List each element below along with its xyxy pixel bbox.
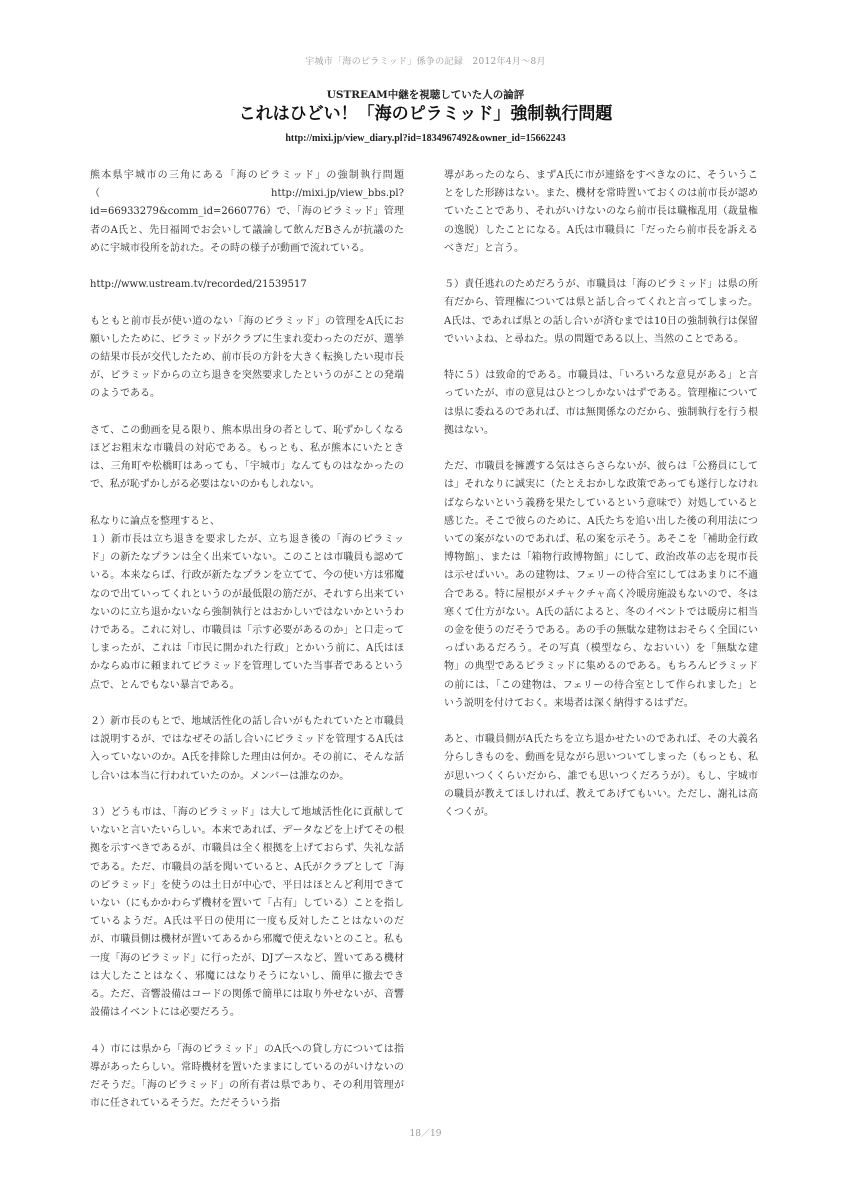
paragraph: ５）責任逃れのためだろうが、市職員は「海のピラミッド」は県の所有だから、管理権については県と話し合ってくれと言ってしまった。A氏は、であれば県との話し合いが済むまでは10日の強制執行は保留でいいよね、と尋ねた。県の問題である以上、当然のことである。	[444, 279, 758, 345]
page-number: 18／19	[409, 1129, 442, 1139]
article-kicker: USTREAM中継を視聴していた人の論評	[326, 89, 525, 101]
article-title: これはひどい！「海のピラミッド」強制執行問題	[238, 104, 613, 124]
paragraph: 私なりに論点を整理すると、 １）新市長は立ち退きを要求したが、立ち退き後の「海のピラミッド」の新たなプランは全く出来ていない。このことは市職員も認めている。本来ならば、行政が新たなプランを立てて、今の使い方は邪魔なので出ていってくれというのが最低限の筋だが、それすら出来ていないのに立ち退かないなら強制執行とはおかしいではないかというわけである。これに対し、市職員は「示す必要があるのか」と口走ってしまったが、これは「市民に開かれた行政」とかいう前に、A氏はほかならぬ市に頼まれてピラミッドを管理していた当事者であるという点で、とんでもない暴言である。	[90, 515, 404, 691]
title-block	[0, 88, 851, 146]
paragraph: 導があったのなら、まずA氏に市が連絡をすべきなのに、そういうことをした形跡はない。また、機材を常時置いておくのは前市長が認めていたことであり、それがいけないのなら前市長は職権乱用（裁量権の逸脱）したことになる。A氏は市職員に「だったら前市長を訴えるべきだ」と言う。	[444, 170, 758, 254]
paragraph: ３）どうも市は、「海のピラミッド」は大して地域活性化に貢献していないと言いたいらしい。本来であれば、データなどを上げてその根拠を示すべきであるが、市職員は全く根拠を上げておらず、失礼な話である。ただ、市職員の話を聞いていると、A氏がクラブとして「海のピラミッド」を使うのは土日が中心で、平日はほとんど利用できていない（にもかかわらず機材を置いて「占有」している）ことを指しているようだ。A氏は平日の使用に一度も反対したことはないのだが、市職員側は機材が置いてあるから邪魔で使えないとのこと。私も一度「海のピラミッド」に行ったが、DJブースなど、置いてある機材は大したことはなく、邪魔にはなりそうにないし、簡単に撤去できる。ただ、音響設備はコードの関係で簡単には取り外せないが、音響設備はイベントには必要だろう。	[90, 807, 404, 1019]
paragraph: ２）新市長のもとで、地域活性化の話し合いがもたれていたと市職員は説明するが、ではなぜその話し合いにピラミッドを管理するA氏は入っていないのか。A氏を排除した理由は何か。その前に、そんな話し合いは本当に行われていたのか。メンバーは誰なのか。	[90, 716, 404, 782]
paragraph: 特に５）は致命的である。市職員は、「いろいろな意見がある」と言っていたが、市の意見はひとつしかないはずである。管理権については県に委ねるのであれば、市は無関係なのだから、強制執行を行う根拠はない。	[444, 370, 758, 436]
source-url: http://mixi.jp/view_diary.pl?id=1834967492&owner_id=15662243	[285, 133, 566, 144]
paragraph: ただ、市職員を擁護する気はさらさらないが、彼らは「公務員にしては」それなりに誠実に（たとえおかしな政策であっても遂行しなければならないという義務を果たしているという意味で）対処していると感じた。そこで彼らのために、A氏たちを追い出した後の利用法についての案がないのであれば、私の案を示そう。あそこを「補助金行政博物館」、または「箱物行政博物館」にして、政治改革の志を現市長は示せばいい。あの建物は、フェリーの待合室にしてはあまりに不適合である。特に屋根がメチャクチャ高く冷暖房施設もないので、冬は寒くて仕方がない。A氏の話によると、冬のイベントでは暖房に相当の金を使うのだそうである。あの手の無駄な建物はおそらく全国にいっぱいあるだろう。その写真（模型なら、なおいい）を「無駄な建物」の典型であるピラミッドに集めるのである。もちろんピラミッドの前には、「この建物は、フェリーの待合室として作られました」という説明を付けておく。来場者は深く納得するはずだ。	[444, 461, 758, 709]
paragraph: さて、この動画を見る限り、熊本県出身の者として、恥ずかしくなるほどお粗末な市職員の対応である。もっとも、私が熊本にいたときは、三角町や松橋町はあっても、「宇城市」なんてものはなかったので、私が恥ずかしがる必要はないのかもしれない。	[90, 424, 404, 491]
paragraph: 熊本県宇城市の三角にある「海のピラミッド」の強制執行問題（http://mixi.jp/view_bbs.pl?id=66933279&comm_id=2660776）で、「海のピラミッド」管理者のA氏と、先日福岡でお会いして議論して飲んだBさんが抗議のために宇城市役所を訪れた。その時の様子が動画で流れている。	[90, 170, 404, 254]
right-column	[444, 167, 758, 822]
paragraph: ４）市には県から「海のピラミッド」のA氏への貸し方については指導があったらしい。常時機材を置いたままにしているのがいけないのだそうだ。「海のピラミッド」の所有者は県であり、その利用管理が市に任されているそうだ。ただそういう指	[90, 1043, 404, 1110]
paragraph: あと、市職員側がA氏たちを立ち退かせたいのであれば、その大義名分らしきものを、動画を見ながら思いついてしまった（もっとも、私が思いつくくらいだから、誰でも思いつくだろうが）。もし、宇城市の職員が教えてほしければ、教えてあげてもいい。ただし、謝礼は高くつくが。	[444, 734, 758, 819]
running-header: 宇城市「海のピラミッド」係争の記録 2012年4月〜8月	[305, 57, 546, 67]
left-column	[90, 167, 404, 1113]
paragraph: もともと前市長が使い道のない「海のピラミッド」の管理をA氏にお願いしたために、ピラミッドがクラブに生まれ変わったのだが、選挙の結果市長が交代したため、前市長の方針を大きく転換したい現市長が、ピラミッドからの立ち退きを突然要求したというのがことの発端のようである。	[90, 315, 404, 400]
video-url: http://www.ustream.tv/recorded/21539517	[90, 279, 307, 291]
